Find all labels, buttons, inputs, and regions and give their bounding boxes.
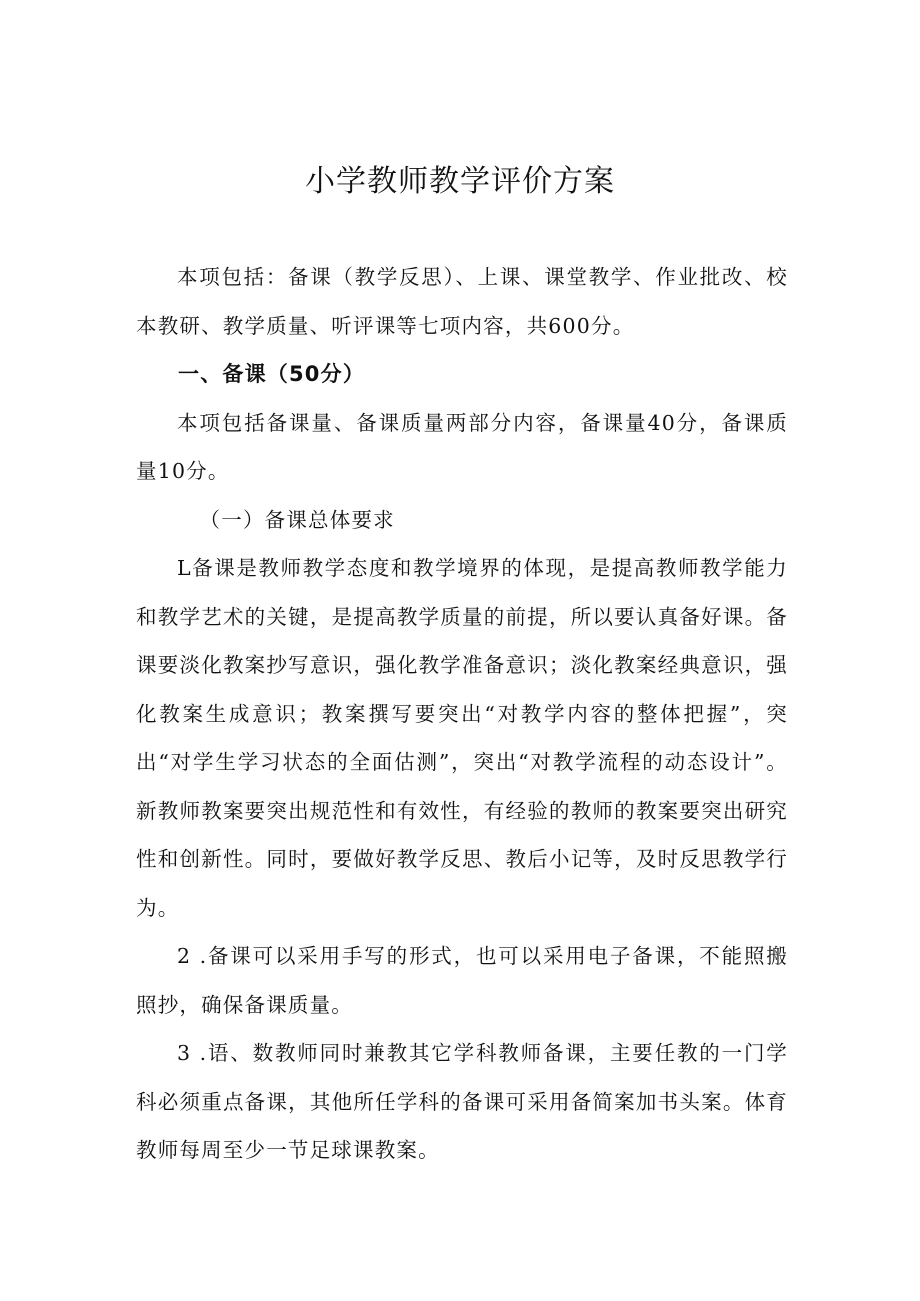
document-body [136, 253, 788, 1175]
requirement-paragraph-3: 3 .语、数教师同时兼教其它学科教师备课，主要任教的一门学科必须重点备课，其他所任学科的备课可采用备简案加书头案。体育教师每周至少一节足球课教案。 [136, 1041, 788, 1162]
requirement-paragraph-1: L备课是教师教学态度和教学境界的体现，是提高教师教学能力和教学艺术的关键，是提高教学质量的前提，所以要认真备好课。备课要淡化教案抄写意识，强化教学准备意识；淡化教案经典意识，强化教案生成意识；教案撰写要突出“对教学内容的整体把握”，突出“对学生学习状态的全面估测”，突出“对教学流程的动态设计”。新教师教案要突出规范性和有效性，有经验的教师的教案要突出研究性和创新性。同时，要做好教学反思、教后小记等，及时反思教学行为。 [136, 556, 788, 920]
document-title: 小学教师教学评价方案 [305, 164, 615, 199]
requirement-paragraph-2: 2 .备课可以采用手写的形式，也可以采用电子备课，不能照搬照抄，确保备课质量。 [136, 944, 788, 1017]
subsection-heading-general-requirements: （一）备课总体要求 [199, 507, 395, 532]
intro-paragraph: 本项包括：备课（教学反思）、上课、课堂教学、作业批改、校本教研、教学质量、听评课等七项内容，共600分。 [136, 265, 788, 338]
section-heading-lesson-prep: 一、备课（50分） [178, 362, 366, 386]
section-summary-paragraph: 本项包括备课量、备课质量两部分内容，备课量40分，备课质量10分。 [136, 410, 788, 483]
